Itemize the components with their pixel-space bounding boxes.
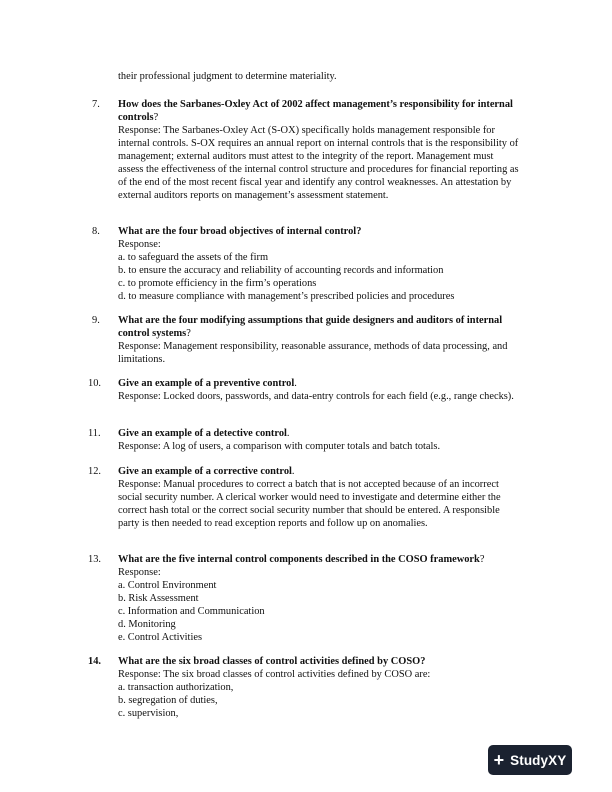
question-punct: .: [286, 428, 290, 439]
item-number: 9.: [92, 315, 100, 326]
question-punct: ?: [153, 112, 159, 123]
question-item-9: [0, 314, 612, 366]
question-item-10: [0, 377, 612, 403]
question-punct: .: [291, 466, 295, 477]
question-text: Give an example of a preventive control: [118, 378, 295, 389]
list-item: e. Control Activities: [118, 632, 202, 643]
question-text: How does the Sarbanes-Oxley Act of 2002 affect management’s responsibility for internal controls: [118, 99, 513, 123]
list-item: d. to measure compliance with management’s prescribed policies and procedures: [118, 291, 455, 302]
list-item: d. Monitoring: [118, 619, 176, 630]
question-punct: ?: [186, 328, 191, 339]
question-item-12: [0, 465, 612, 530]
item-number: 13.: [88, 554, 101, 565]
item-number: 11.: [88, 428, 101, 439]
item-number: 8.: [92, 226, 100, 237]
list-item: b. to ensure the accuracy and reliability of accounting records and information: [118, 265, 444, 276]
question-item-11: [0, 427, 612, 453]
list-item: a. to safeguard the assets of the firm: [118, 252, 269, 263]
response-text: Response: The Sarbanes-Oxley Act (S-OX) specifically holds management responsible for internal controls. S-OX requires an annual report on internal controls that is the responsibility of management; external auditors must attest to the integrity of the report. Management must assess the effectiveness of the internal control structure and procedures for financial reporting as of the end of the most recent fiscal year and identify any control weaknesses. An attestation by external auditors reports on management’s assessment statement.: [118, 125, 519, 201]
question-punct: .: [294, 378, 297, 389]
list-item: b. segregation of duties,: [118, 695, 218, 706]
question-item-8: [0, 225, 612, 303]
list-item: c. to promote efficiency in the firm’s operations: [118, 278, 317, 289]
plus-icon: +: [493, 750, 505, 770]
item-number: 7.: [92, 99, 100, 110]
question-text: What are the six broad classes of control activities defined by COSO?: [118, 656, 426, 667]
question-item-14: [0, 655, 612, 720]
question-text: What are the four broad objectives of internal control?: [118, 226, 362, 237]
response-label: Response:: [118, 567, 161, 578]
list-item: c. Information and Communication: [118, 606, 265, 617]
list-item: c. supervision,: [118, 708, 179, 719]
lead-text: their professional judgment to determine materiality.: [118, 71, 337, 82]
response-text: Response: Locked doors, passwords, and data-entry controls for each field (e.g., range checks).: [118, 391, 514, 402]
question-item-7: [0, 98, 612, 202]
question-text: What are the four modifying assumptions that guide designers and auditors of internal control systems: [118, 315, 503, 339]
question-text: Give an example of a detective control: [118, 428, 287, 439]
item-number: 10.: [88, 378, 101, 389]
question-text: What are the five internal control components described in the COSO framework: [118, 554, 480, 565]
list-item: a. transaction authorization,: [118, 682, 234, 693]
response-text: Response: Manual procedures to correct a batch that is not accepted because of an incorrect social security number. A clerical worker would need to investigate and determine either the correct hash total or the correct social security number that should be entered. A responsible party is then needed to read exception reports and follow up on anomalies.: [118, 479, 501, 529]
response-text: Response: A log of users, a comparison with computer totals and batch totals.: [118, 441, 441, 452]
question-text: Give an example of a corrective control: [118, 466, 292, 477]
question-item-13: [0, 553, 612, 644]
response-label: Response: The six broad classes of control activities defined by COSO are:: [118, 669, 431, 680]
item-number: 14.: [88, 656, 101, 667]
response-label: Response:: [118, 239, 161, 250]
response-text: Response: Management responsibility, reasonable assurance, methods of data processing, and limitations.: [118, 341, 508, 365]
item-number: 12.: [88, 466, 101, 477]
list-item: b. Risk Assessment: [118, 593, 199, 604]
studyxy-logo[interactable]: [488, 745, 572, 775]
list-item: a. Control Environment: [118, 580, 217, 591]
question-punct: ?: [479, 554, 485, 565]
logo-text: StudyXY: [510, 752, 567, 768]
